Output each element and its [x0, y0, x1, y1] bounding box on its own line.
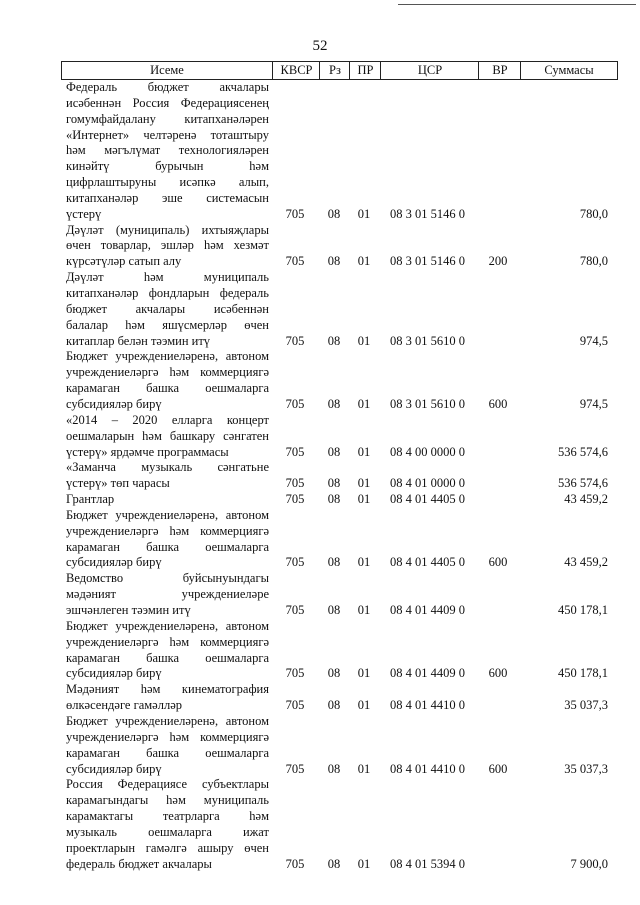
- row-name-line: Бюджет учреждениеләренә, автоном: [66, 349, 269, 364]
- top-rule: [398, 4, 636, 5]
- pr-cell: 01: [357, 206, 371, 221]
- row-name: [66, 80, 269, 223]
- row-name-line: «Интернет» челтәренә тоташтыру: [66, 127, 269, 142]
- row-name-line: Дәүләт һәм муниципаль: [66, 270, 269, 285]
- sum-cell: 35 037,3: [564, 698, 608, 713]
- header-name: Исеме: [150, 63, 184, 77]
- kvsr-cell: 705: [285, 476, 305, 491]
- vr-cell: 600: [488, 666, 508, 681]
- csr-cell: 08 4 01 4405 0: [390, 492, 465, 507]
- kvsr-cell: 705: [285, 603, 305, 618]
- row-name-line: балалар һәм яшүсмерләр өчен: [66, 317, 269, 332]
- row-name-line: китапханәләр эше системасын: [66, 190, 269, 205]
- rz-cell: 08: [327, 476, 341, 491]
- row-name-line: Россия Федерациясе субъектлары: [66, 777, 269, 792]
- csr-cell: 08 4 01 4410 0: [390, 761, 465, 776]
- pr-cell: 01: [357, 856, 371, 871]
- row-name-line: исәбеннән Россия Федерациясенең: [66, 95, 269, 110]
- pr-cell: 01: [357, 444, 371, 459]
- row-name-line: карамаган башка оешмаларга: [66, 650, 269, 665]
- row-name-line: карамаган башка оешмаларга: [66, 745, 269, 760]
- row-name-line: эшчәнлеген тәэмин итү: [66, 603, 191, 618]
- row-name-line: Федераль бюджет акчалары: [66, 80, 269, 94]
- pr-cell: 01: [357, 254, 371, 269]
- row-name-line: Мәдәният һәм кинематография: [66, 682, 269, 697]
- row-name: [66, 508, 269, 571]
- sum-cell: 974,5: [579, 333, 608, 348]
- pr-cell: 01: [357, 698, 371, 713]
- row-name-line: учреждениеләргә һәм коммерциягә: [66, 729, 269, 744]
- sum-cell: 43 459,2: [564, 555, 608, 570]
- row-name-line: карамагындагы һәм муниципаль: [66, 793, 269, 808]
- vr-cell: 200: [488, 254, 508, 269]
- sum-cell: 450 178,1: [558, 666, 608, 681]
- header-rz: Рз: [319, 62, 350, 79]
- row-name: [66, 777, 269, 872]
- row-name: [66, 460, 269, 492]
- pr-cell: 01: [357, 555, 371, 570]
- pr-cell: 01: [357, 476, 371, 491]
- row-name-line: проектларын гамәлгә ашыру өчен: [66, 840, 269, 855]
- row-name-line: субсидияләр бирү: [66, 555, 162, 570]
- row-name-line: «Заманча музыкаль сәнгатьне: [66, 460, 269, 475]
- sum-cell: 43 459,2: [564, 492, 608, 507]
- kvsr-cell: 705: [285, 761, 305, 776]
- sum-cell: 974,5: [579, 396, 608, 411]
- row-name: [66, 492, 269, 508]
- rz-cell: 08: [327, 603, 341, 618]
- row-name-line: «2014 – 2020 елларга концерт: [66, 412, 269, 427]
- vr-cell: 600: [488, 396, 508, 411]
- kvsr-cell: 705: [285, 444, 305, 459]
- kvsr-cell: 705: [285, 698, 305, 713]
- csr-cell: 08 4 01 5394 0: [390, 856, 465, 871]
- row-name: [66, 571, 269, 619]
- kvsr-cell: 705: [285, 396, 305, 411]
- header-pr: ПР: [349, 62, 381, 79]
- row-name-line: цифрлаштыруны исәпкә алып,: [66, 175, 269, 190]
- pr-cell: 01: [357, 333, 371, 348]
- header-csr: ЦСР: [380, 62, 479, 79]
- row-name-line: үстерү» ярдәмче программасы: [66, 444, 229, 459]
- row-name-line: учреждениеләргә һәм коммерциягә: [66, 523, 269, 538]
- row-name: [66, 682, 269, 714]
- row-name-line: музыкаль оешмаларга ижат: [66, 824, 269, 839]
- csr-cell: 08 3 01 5610 0: [390, 396, 465, 411]
- csr-cell: 08 4 01 4410 0: [390, 698, 465, 713]
- row-name-line: субсидияләр бирү: [66, 666, 162, 681]
- csr-cell: 08 3 01 5146 0: [390, 206, 465, 221]
- sum-cell: 450 178,1: [558, 603, 608, 618]
- sum-cell: 35 037,3: [564, 761, 608, 776]
- row-name: [66, 619, 269, 682]
- header-vr: ВР: [478, 62, 521, 79]
- row-name-line: субсидияләр бирү: [66, 396, 162, 411]
- sum-cell: 536 574,6: [558, 476, 608, 491]
- rz-cell: 08: [327, 206, 341, 221]
- row-name-line: китапханәләр фондларын федераль: [66, 286, 269, 301]
- csr-cell: 08 3 01 5146 0: [390, 254, 465, 269]
- pr-cell: 01: [357, 492, 371, 507]
- rz-cell: 08: [327, 492, 341, 507]
- page-number: 52: [312, 38, 328, 54]
- row-name-line: федераль бюджет акчалары: [66, 856, 212, 871]
- row-name-line: кинәйтү бурычын һәм: [66, 159, 269, 174]
- kvsr-cell: 705: [285, 555, 305, 570]
- pr-cell: 01: [357, 761, 371, 776]
- csr-cell: 08 4 01 4405 0: [390, 555, 465, 570]
- vr-cell: 600: [488, 555, 508, 570]
- row-name-line: учреждениеләргә һәм коммерциягә: [66, 634, 269, 649]
- kvsr-cell: 705: [285, 856, 305, 871]
- csr-cell: 08 4 01 4409 0: [390, 666, 465, 681]
- rz-cell: 08: [327, 254, 341, 269]
- sum-cell: 780,0: [579, 254, 608, 269]
- row-name-line: өлкәсендәге гамәлләр: [66, 698, 182, 713]
- kvsr-cell: 705: [285, 333, 305, 348]
- row-name-line: карамактагы театрларга һәм: [66, 809, 269, 824]
- kvsr-cell: 705: [285, 206, 305, 221]
- csr-cell: 08 4 00 0000 0: [390, 444, 465, 459]
- pr-cell: 01: [357, 396, 371, 411]
- vr-cell: 600: [488, 761, 508, 776]
- row-name-line: үстерү: [66, 206, 102, 221]
- row-name-line: Грантлар: [66, 492, 115, 507]
- row-name-line: Бюджет учреждениеләренә, автоном: [66, 714, 269, 728]
- pr-cell: 01: [357, 666, 371, 681]
- rz-cell: 08: [327, 396, 341, 411]
- sum-cell: 7 900,0: [570, 856, 608, 871]
- row-name: [66, 270, 269, 349]
- kvsr-cell: 705: [285, 254, 305, 269]
- row-name-line: китаплар белән тәэмин итү: [66, 333, 211, 348]
- pr-cell: 01: [357, 603, 371, 618]
- row-name-line: үстерү» төп чарасы: [66, 476, 170, 491]
- csr-cell: 08 3 01 5610 0: [390, 333, 465, 348]
- sum-cell: 780,0: [579, 206, 608, 221]
- row-name-line: субсидияләр бирү: [66, 761, 162, 776]
- row-name-line: Ведомство буйсынуындагы: [66, 571, 269, 586]
- rz-cell: 08: [327, 666, 341, 681]
- row-name: [66, 349, 269, 412]
- rz-cell: 08: [327, 333, 341, 348]
- header-kvsr: КВСР: [272, 62, 320, 79]
- row-name-line: өчен товарлар, эшләр һәм хезмәт: [66, 238, 269, 253]
- rz-cell: 08: [327, 555, 341, 570]
- row-name-line: мәдәният учреждениеләре: [66, 587, 269, 602]
- row-name: [66, 714, 269, 777]
- kvsr-cell: 705: [285, 666, 305, 681]
- row-name-line: карамаган башка оешмаларга: [66, 381, 269, 396]
- row-name-line: бюджет акчалары исәбеннән: [66, 301, 269, 316]
- kvsr-cell: 705: [285, 492, 305, 507]
- rz-cell: 08: [327, 444, 341, 459]
- row-name-line: Бюджет учреждениеләренә, автоном: [66, 618, 269, 633]
- row-name: [66, 413, 269, 461]
- csr-cell: 08 4 01 4409 0: [390, 603, 465, 618]
- rz-cell: 08: [327, 698, 341, 713]
- row-name-line: учреждениеләргә һәм коммерциягә: [66, 365, 269, 380]
- row-name-line: һәм мәгълүмат технологияләрен: [66, 143, 269, 158]
- row-name-line: оешмаларын һәм башкару сәнгатен: [66, 428, 269, 443]
- row-name-line: Дәүләт (муниципаль) ихтыяҗлары: [66, 222, 269, 237]
- row-name: [66, 223, 269, 271]
- rz-cell: 08: [327, 761, 341, 776]
- row-name-line: күрсәтүләр сатып алу: [66, 254, 182, 269]
- row-name-line: Бюджет учреждениеләренә, автоном: [66, 507, 269, 522]
- table-header: [61, 61, 618, 80]
- csr-cell: 08 4 01 0000 0: [390, 476, 465, 491]
- sum-cell: 536 574,6: [558, 444, 608, 459]
- row-name-line: карамаган башка оешмаларга: [66, 539, 269, 554]
- header-sum: Суммасы: [520, 62, 617, 79]
- row-name-line: гомумфайдалану китапханәләрен: [66, 111, 269, 126]
- rz-cell: 08: [327, 856, 341, 871]
